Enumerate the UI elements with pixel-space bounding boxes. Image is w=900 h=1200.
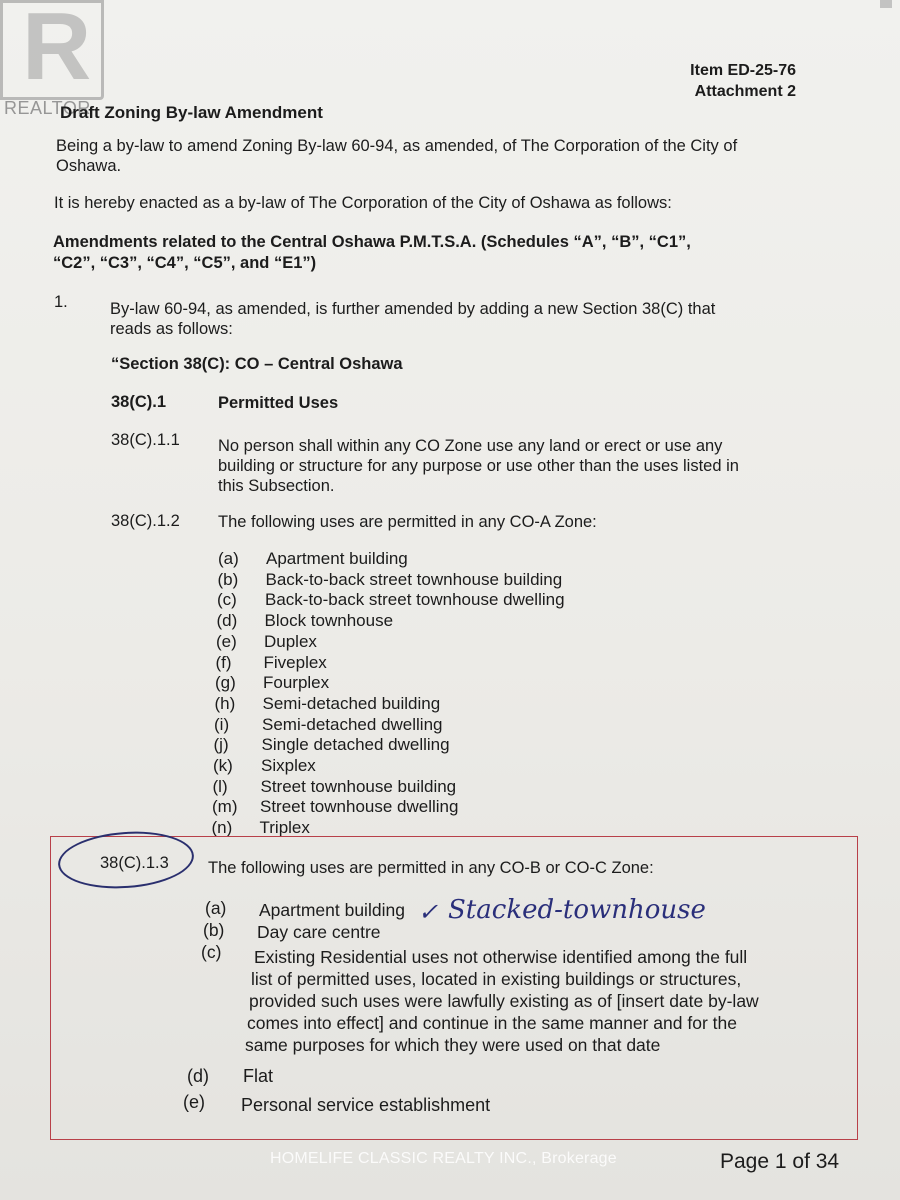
list-item-text: Back-to-back street townhouse building [265,569,563,589]
co-b-item-c-line-4: comes into effect] and continue in the same manner and for the [247,1013,737,1033]
section-1-number: 38(C).1 [111,393,167,411]
list-item-label: (b) [217,569,239,589]
amendments-heading-line-2: “C2”, “C3”, “C4”, “C5”, and “E1”) [53,254,317,272]
co-b-item-c-text [245,946,759,1056]
list-item [216,632,565,653]
co-b-item-d-text: Flat [243,1066,274,1086]
list-item [217,611,565,632]
list-item-label: (m) [212,797,238,817]
intro-paragraph [56,136,737,176]
co-b-item-c-line-3: provided such uses were lawfully existing as of [insert date by-law [249,991,759,1011]
co-b-item-a-label: (a) [205,898,227,918]
list-item-text: Apartment building [266,549,408,568]
clause-1-line-2: reads as follows: [110,320,233,338]
list-item-text: Duplex [264,631,317,651]
item-number: Item ED-25-76 [690,62,796,79]
list-item-text: Semi-detached building [262,693,441,713]
section-1-2-number: 38(C).1.2 [111,512,180,530]
co-b-item-c-line-5: same purposes for which they were used on that date [245,1035,661,1055]
list-item-label: (l) [212,776,228,796]
co-b-item-c-line-2: list of permitted uses, located in existing buildings or structures, [251,969,742,989]
section-1-title: Permitted Uses [218,394,339,412]
list-item-label: (h) [214,693,236,713]
document-title: Draft Zoning By-law Amendment [60,103,323,122]
list-item [218,570,565,591]
list-item-text: Fiveplex [263,652,327,672]
list-item-label: (n) [211,818,233,838]
intro-line-1: Being a by-law to amend Zoning By-law 60-94, as amended, of The Corporation of the City of [56,137,738,155]
intro-line-2: Oshawa. [56,157,122,175]
list-item [213,777,565,798]
section-1-3-text: The following uses are permitted in any CO-B or CO-C Zone: [208,859,654,877]
attachment-label: Attachment 2 [694,83,796,100]
list-item-label: (k) [213,756,233,776]
list-item-text: Block townhouse [264,611,394,631]
list-item [214,715,565,736]
co-b-item-e-label: (e) [183,1092,205,1112]
list-item-label: (f) [215,652,232,672]
clause-1-text [110,299,715,339]
section-1-1-line-1: No person shall within any CO Zone use any land or erect or use any [218,437,723,455]
section-1-1-line-3: this Subsection. [218,477,335,495]
list-item-text: Single detached dwelling [261,735,450,755]
co-b-item-b-text: Day care centre [257,922,381,942]
co-b-item-a-text: Apartment building [259,900,405,920]
handwritten-checkmark: ✓ [418,898,439,926]
logo-letter: R [22,0,92,100]
list-item-label: (j) [213,735,229,755]
list-item-text: Triplex [259,818,310,838]
brokerage-watermark: HOMELIFE CLASSIC REALTY INC., Brokerage [270,1150,617,1167]
section-title: “Section 38(C): CO – Central Oshawa [111,355,403,373]
amendments-heading-line-1: Amendments related to the Central Oshawa P.M.T.S.A. (Schedules “A”, “B”, “C1”, [53,233,691,251]
list-item-text: Street townhouse dwelling [260,797,459,817]
list-item-label: (c) [217,590,237,610]
list-item-label: (e) [216,631,237,651]
list-item [215,673,565,694]
section-1-1-text [218,436,739,496]
co-b-item-b-label: (b) [203,920,225,940]
clause-1-line-1: By-law 60-94, as amended, is further amended by adding a new Section 38(C) that [110,300,716,318]
enacted-statement: It is hereby enacted as a by-law of The Corporation of the City of Oshawa as follows: [54,194,672,212]
co-b-item-e-text: Personal service establishment [241,1095,491,1115]
list-item-label: (g) [215,673,236,693]
co-b-item-c-label: (c) [201,942,222,962]
list-item-text: Fourplex [263,673,330,693]
section-1-2-text: The following uses are permitted in any CO-A Zone: [218,513,597,531]
list-item-label: (i) [214,714,230,734]
co-b-item-c-line-1: Existing Residential uses not otherwise identified among the full [254,947,748,967]
list-item-text: Back-to-back street townhouse dwelling [265,590,565,610]
section-1-3-number: 38(C).1.3 [100,854,169,872]
clause-1-number: 1. [54,293,68,311]
page-number: Page 1 of 34 [720,1150,840,1173]
list-item [215,694,565,715]
list-item-text: Semi-detached dwelling [262,714,443,734]
list-item-text: Sixplex [261,756,316,776]
section-1-1-number: 38(C).1.1 [111,431,180,449]
realtor-logo [0,0,104,118]
section-1-1-line-2: building or structure for any purpose or use other than the uses listed in [218,457,739,475]
list-item [214,735,565,756]
header-right [690,60,796,102]
corner-mark-icon [880,0,892,8]
logo-brand: REALTOR [4,98,91,118]
list-item [217,590,565,611]
handwritten-note: Stacked-townhouse [448,895,706,925]
amendments-heading [53,232,691,274]
list-item-label: (a) [218,549,239,568]
co-a-uses-list [211,549,565,839]
list-item [213,756,565,777]
list-item-label: (d) [216,611,238,631]
list-item [212,797,565,818]
list-item-text: Street townhouse building [260,776,457,796]
list-item [216,653,565,674]
list-item [218,549,565,570]
co-b-item-d-label: (d) [187,1066,209,1086]
